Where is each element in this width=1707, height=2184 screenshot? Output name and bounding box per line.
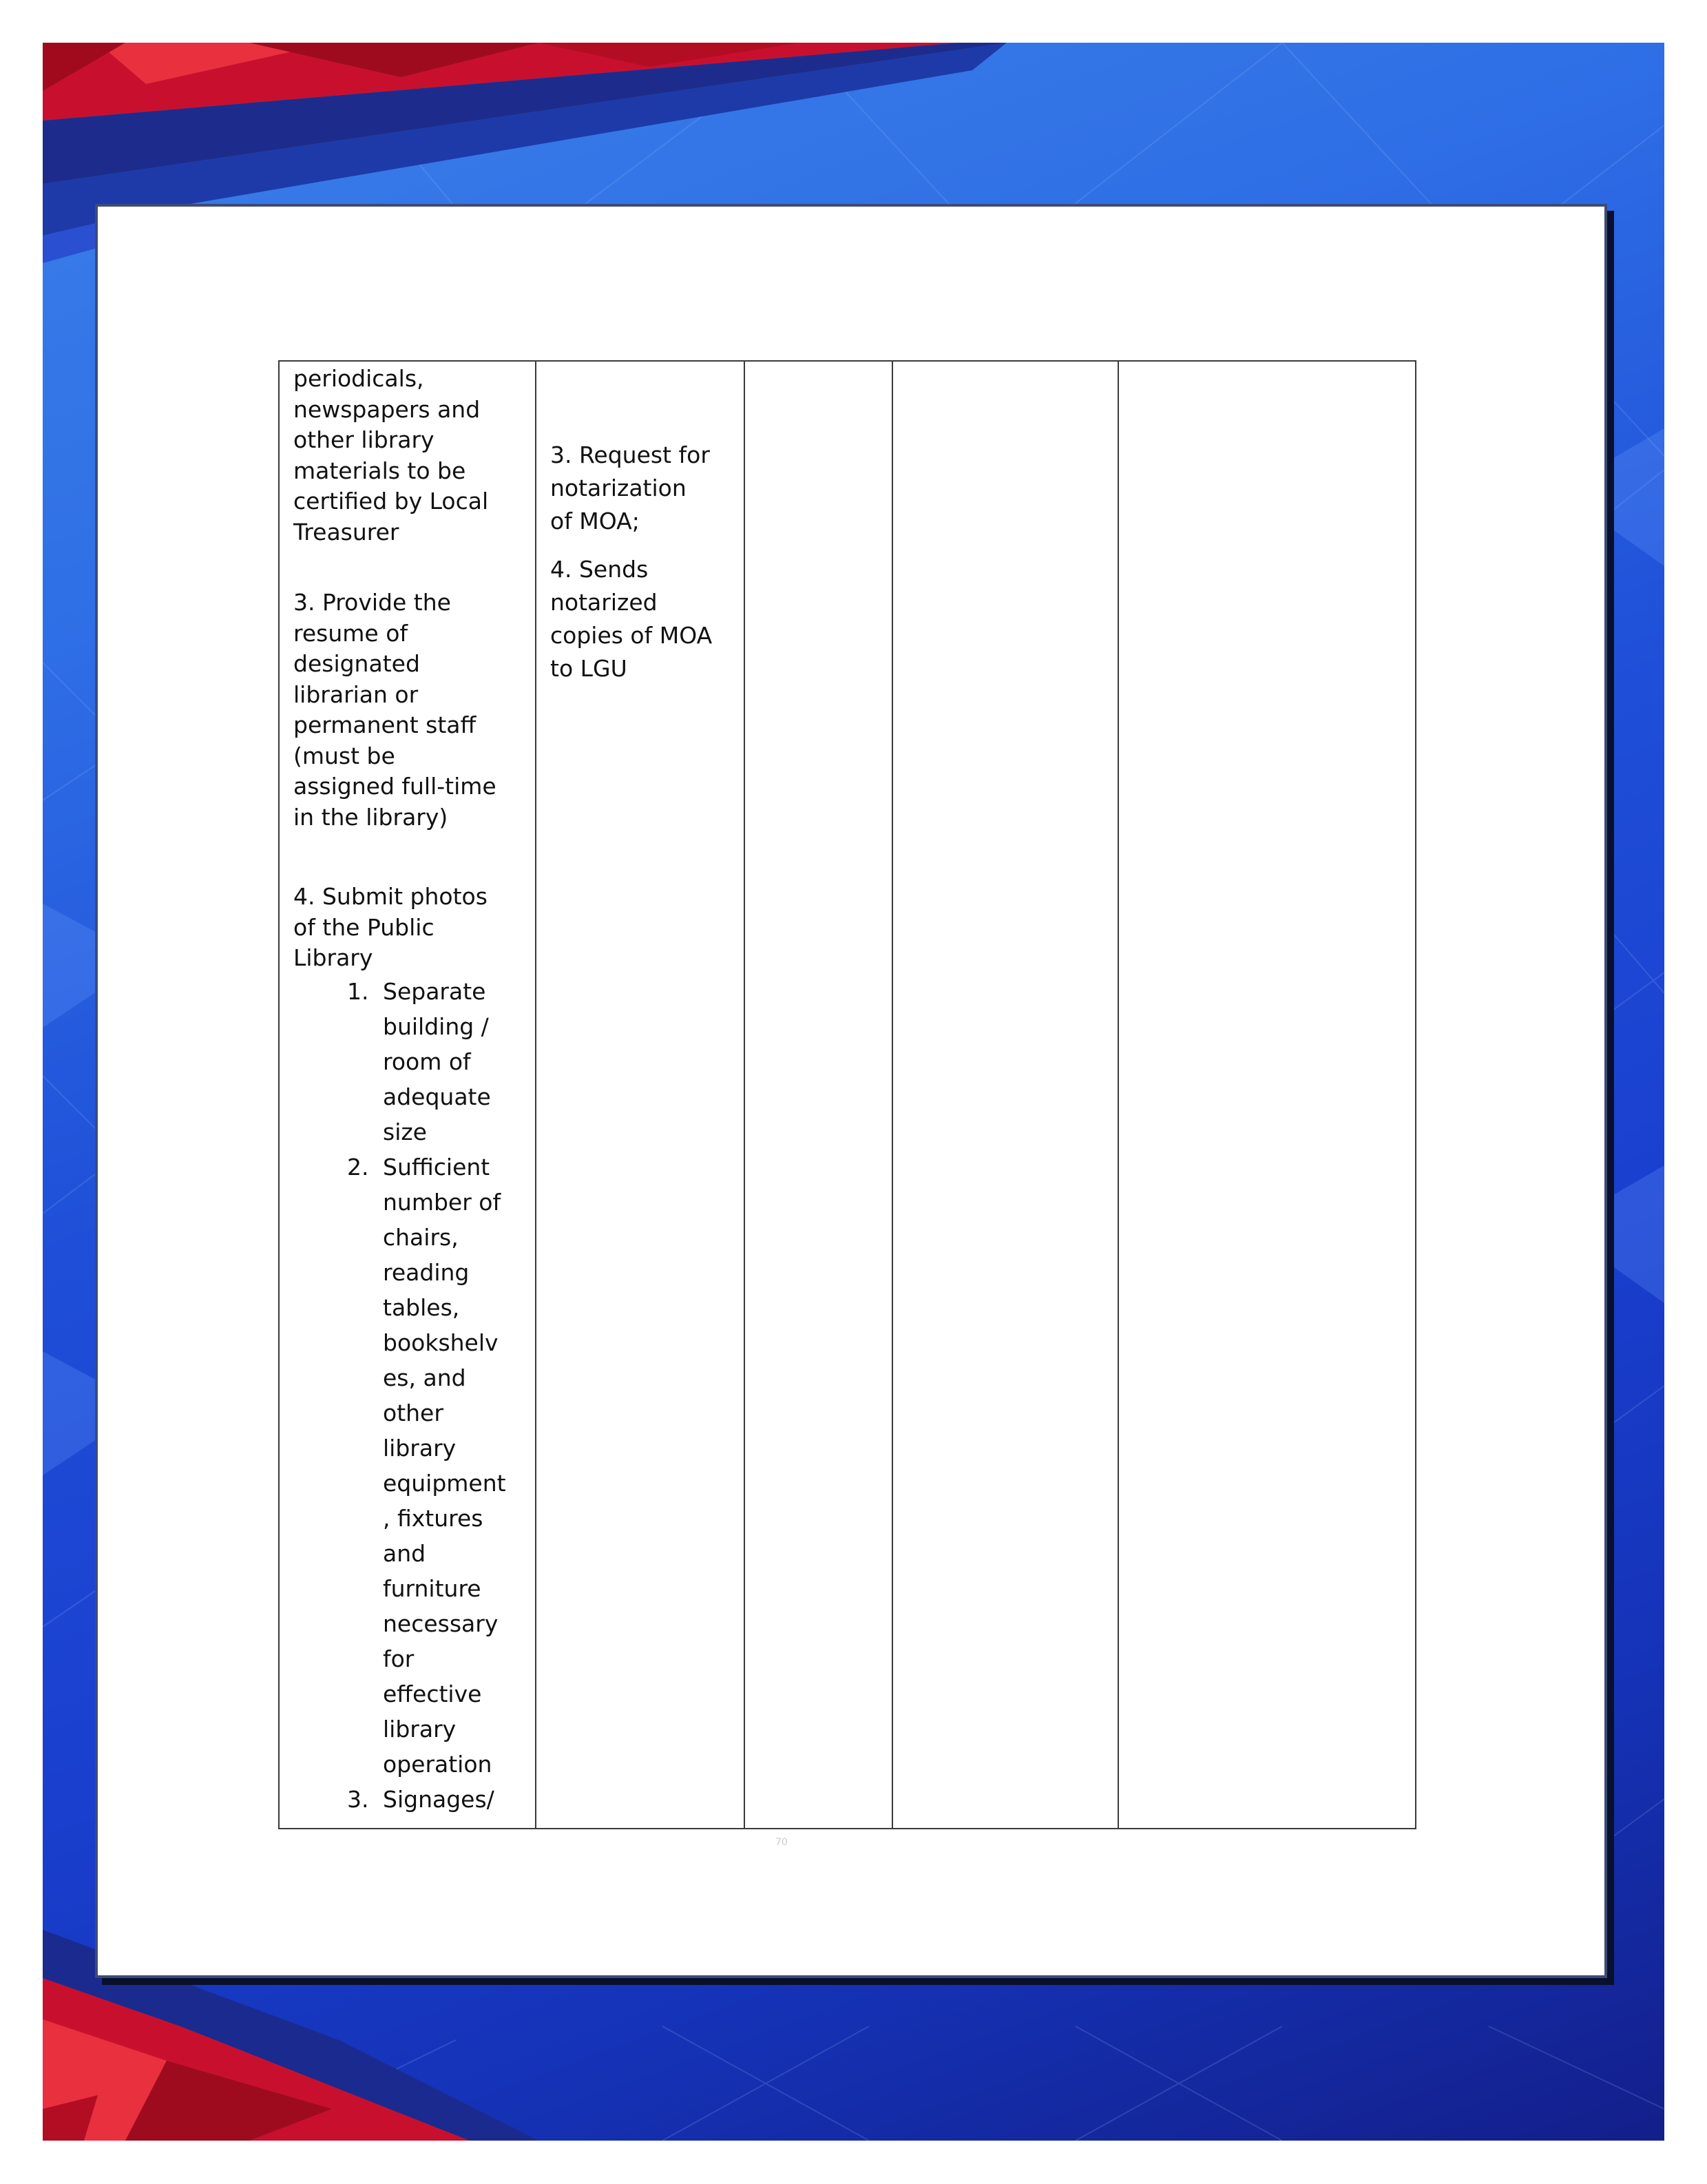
text-line: 4. Sends (550, 556, 649, 583)
text-line: number of (383, 1188, 501, 1216)
list-item-number: 2. (347, 1153, 369, 1181)
photo-requirements-list (293, 974, 531, 1817)
text-line: periodicals, (293, 365, 424, 392)
table-cell-requirements (279, 361, 536, 1829)
text-line: adequate (383, 1083, 491, 1110)
agency-action-4 (550, 553, 740, 685)
text-line: Treasurer (293, 518, 399, 545)
text-line: (must be (293, 742, 395, 769)
list-item (293, 1150, 531, 1782)
text-line: operation (383, 1750, 492, 1778)
page-number: 70 (775, 1837, 788, 1848)
text-line: to LGU (550, 655, 627, 682)
text-line: es, and (383, 1364, 466, 1391)
text-line: equipment (383, 1469, 506, 1497)
text-line: tables, (383, 1293, 460, 1321)
text-line: resume of (293, 619, 408, 647)
text-line: Library (293, 944, 373, 971)
text-line: and (383, 1539, 426, 1567)
text-line: 3. Request for (550, 441, 710, 468)
text-line: designated (293, 650, 420, 677)
text-line: chairs, (383, 1223, 459, 1251)
text-line: Separate (383, 977, 486, 1005)
table-cell-empty (1118, 361, 1416, 1829)
document-table (278, 360, 1416, 1829)
agency-action-3 (550, 439, 740, 538)
text-line: certified by Local (293, 488, 489, 514)
text-line: newspapers and (293, 395, 481, 423)
list-item (293, 1782, 531, 1817)
text-line: other (383, 1399, 443, 1426)
text-line: room of (383, 1048, 471, 1075)
text-line: librarian or (293, 680, 419, 708)
text-line: bookshelv (383, 1329, 499, 1356)
text-line: size (383, 1118, 427, 1145)
list-item-number: 3. (347, 1785, 369, 1813)
text-line: assigned full-time (293, 773, 496, 800)
list-item-number: 1. (347, 977, 369, 1005)
requirement-4 (293, 882, 531, 974)
text-line: notarized (550, 589, 658, 616)
text-line: copies of MOA (550, 622, 713, 649)
text-line: reading (383, 1258, 470, 1286)
text-line: building / (383, 1012, 489, 1040)
text-line: permanent staff (293, 711, 477, 738)
requirement-continuation (293, 364, 531, 548)
text-line: 3. Provide the (293, 589, 451, 616)
text-line: for (383, 1645, 415, 1672)
table-cell-empty (744, 361, 892, 1829)
requirement-3 (293, 587, 531, 833)
text-line: Sufficient (383, 1153, 490, 1181)
text-line: other library (293, 426, 434, 453)
text-line: 4. Submit photos (293, 883, 488, 910)
list-item (293, 974, 531, 1150)
text-line: of the Public (293, 913, 434, 941)
text-line: notarization (550, 475, 687, 501)
text-line: effective (383, 1680, 482, 1707)
text-line: library (383, 1434, 457, 1462)
table-row (279, 361, 1416, 1829)
text-line: , fixtures (383, 1504, 483, 1532)
table-cell-empty (892, 361, 1118, 1829)
table-cell-agency-actions (536, 361, 744, 1829)
text-line: library (383, 1715, 457, 1743)
text-line: materials to be (293, 457, 466, 484)
text-line: necessary (383, 1610, 499, 1637)
text-line: Signages/ (383, 1785, 494, 1813)
text-line: in the library) (293, 803, 448, 831)
text-line: of MOA; (550, 508, 640, 534)
text-line: furniture (383, 1574, 481, 1602)
